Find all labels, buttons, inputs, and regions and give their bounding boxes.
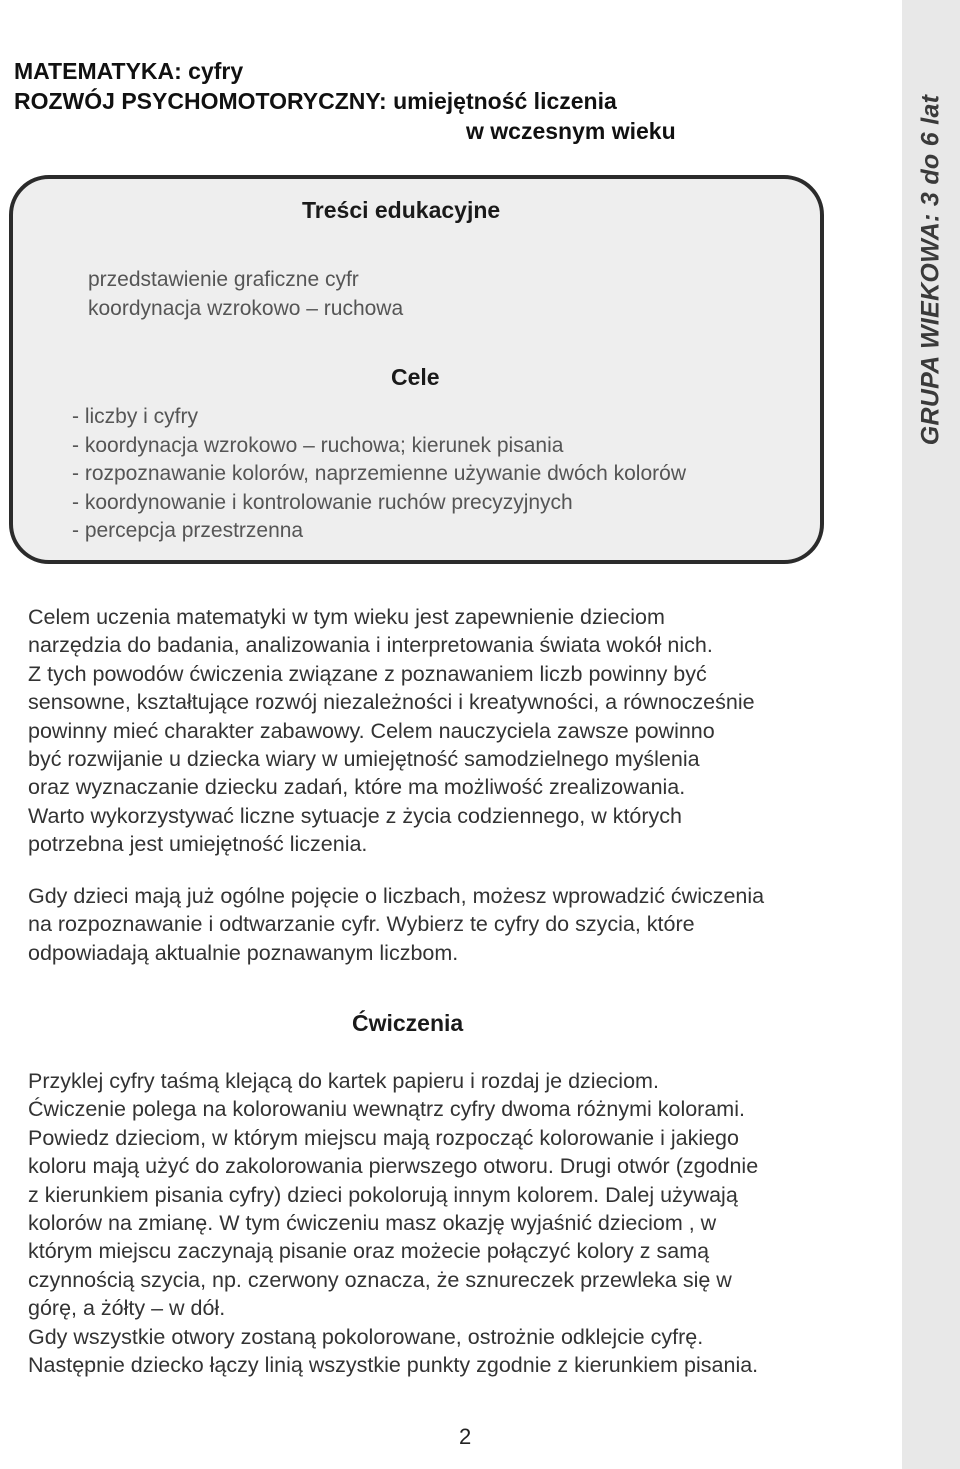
text-line: koloru mają użyć do zakolorowania pierwszego otworu. Drugi otwór (zgodnie [28,1154,759,1179]
text-line: z kierunkiem pisania cyfry) dzieci pokolorują innym kolorem. Dalej używają [28,1182,738,1207]
recognition-paragraph [28,882,898,967]
text-line: Z tych powodów ćwiczenia związane z poznawaniem liczb powinny być [28,661,707,686]
goals-list [72,403,686,546]
text-line: oraz wyznaczanie dziecku zadań, które ma możliwość zrealizowania. [28,775,686,800]
goal-item: - koordynacja wzrokowo – ruchowa; kierunek pisania [72,433,564,457]
exercise-instructions [28,1067,898,1379]
text-line: na rozpoznawanie i odtwarzanie cyfr. Wybierz te cyfry do szycia, które [28,912,695,937]
page-title [14,56,734,146]
text-line: Ćwiczenie polega na kolorowaniu wewnątrz cyfry dwoma różnymi kolorami. [28,1097,745,1122]
text-line: Gdy wszystkie otwory zostaną pokolorowane, ostrożnie odklejcie cyfrę. [28,1324,704,1349]
text-line: narzędzia do badania, analizowania i interpretowania świata wokół nich. [28,633,713,658]
text-line: górę, a żółty – w dół. [28,1296,226,1321]
page-number: 2 [459,1424,472,1449]
title-line-3: w wczesnym wieku [466,118,676,144]
text-line: potrzebna jest umiejętność liczenia. [28,832,368,857]
intro-paragraph [28,603,898,859]
content-list [88,266,403,323]
content-item: przedstawienie graficzne cyfr [88,268,359,291]
goal-item: - liczby i cyfry [72,405,198,428]
text-line: Gdy dzieci mają już ogólne pojęcie o liczbach, możesz wprowadzić ćwiczenia [28,884,765,908]
text-line: Warto wykorzystywać liczne sytuacje z życia codziennego, w których [28,803,682,828]
content-heading: Treści edukacyjne [302,197,501,223]
goal-item: - percepcja przestrzenna [72,519,304,542]
text-line: Celem uczenia matematyki w tym wieku jest zapewnienie dzieciom [28,605,665,629]
goal-item: - koordynowanie i kontrolowanie ruchów precyzyjnych [72,490,573,514]
exercises-heading: Ćwiczenia [352,1010,464,1036]
text-line: Przyklej cyfry taśmą klejącą do kartek papieru i rozdaj je dzieciom. [28,1069,659,1093]
goals-heading: Cele [391,364,440,390]
text-line: odpowiadają aktualnie poznawanym liczbom. [28,940,459,965]
age-group-label: GRUPA WIEKOWA: 3 do 6 lat [916,94,945,446]
text-line: być rozwijanie u dziecka wiary w umiejętność samodzielnego myślenia [28,747,700,772]
title-line-2: ROZWÓJ PSYCHOMOTORYCZNY: umiejętność liczenia [14,88,617,114]
text-line: kolorów na zmianę. W tym ćwiczeniu masz okazję wyjaśnić dzieciom , w [28,1211,717,1236]
text-line: sensowne, kształtujące rozwój niezależności i kreatywności, a równocześnie [28,690,755,715]
content-item: koordynacja wzrokowo – ruchowa [88,296,404,320]
text-line: którym miejscu zaczynają pisanie oraz możecie połączyć kolory z samą [28,1239,710,1264]
text-line: powinny mieć charakter zabawowy. Celem nauczyciela zawsze powinno [28,718,715,743]
goal-item: - rozpoznawanie kolorów, naprzemienne używanie dwóch kolorów [72,462,686,485]
title-line-1: MATEMATYKA: cyfry [14,58,244,84]
text-line: Następnie dziecko łączy linią wszystkie punkty zgodnie z kierunkiem pisania. [28,1353,759,1378]
text-line: czynnością szycia, np. czerwony oznacza, że sznureczek przewleka się w [28,1267,732,1292]
text-line: Powiedz dzieciom, w którym miejscu mają rozpocząć kolorowanie i jakiego [28,1125,739,1150]
